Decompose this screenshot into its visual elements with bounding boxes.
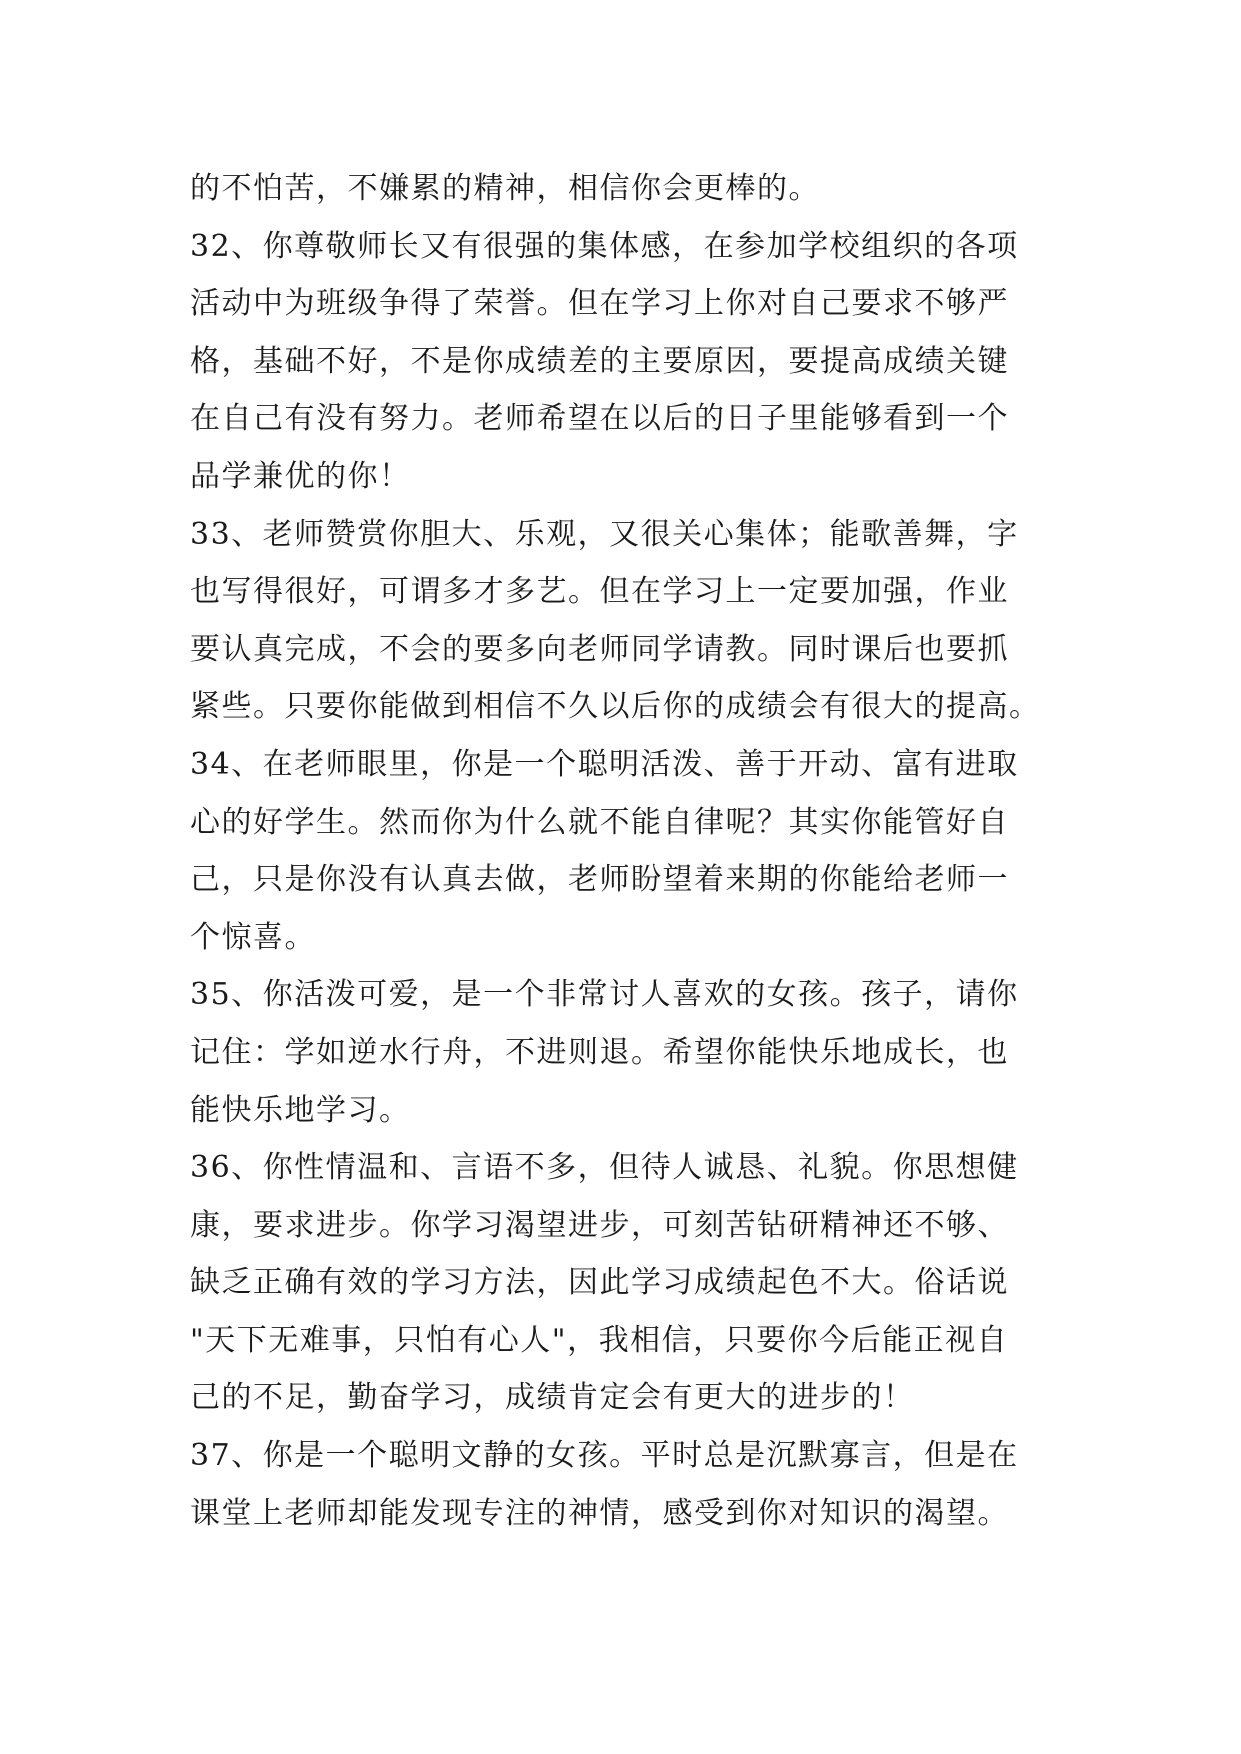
- text-line: 35、你活泼可爱，是一个非常讨人喜欢的女孩。孩子，请你: [190, 977, 1019, 1013]
- text-line: 缺乏正确有效的学习方法，因此学习成绩起色不大。俗话说: [190, 1265, 1009, 1301]
- text-line: 36、你性情温和、言语不多，但待人诚恳、礼貌。你思想健: [190, 1150, 1019, 1186]
- text-line: 品学兼优的你！: [190, 458, 411, 494]
- text-line: 在自己有没有努力。老师希望在以后的日子里能够看到一个: [190, 401, 1009, 437]
- text-line: 心的好学生。然而你为什么就不能自律呢？其实你能管好自: [190, 804, 1009, 840]
- body-text: [190, 160, 1070, 1542]
- text-line: 能快乐地学习。: [190, 1092, 411, 1128]
- text-line: "天下无难事，只怕有心人"，我相信，只要你今后能正视自: [190, 1322, 1009, 1358]
- text-line: 要认真完成，不会的要多向老师同学请教。同时课后也要抓: [190, 631, 1009, 667]
- text-line: 活动中为班级争得了荣誉。但在学习上你对自己要求不够严: [190, 286, 1009, 322]
- text-line: 32、你尊敬师长又有很强的集体感，在参加学校组织的各项: [190, 228, 1019, 264]
- text-line: 记住：学如逆水行舟，不进则退。希望你能快乐地成长，也: [190, 1034, 1009, 1070]
- text-line: 己的不足，勤奋学习，成绩肯定会有更大的进步的！: [190, 1380, 915, 1416]
- text-line: 34、在老师眼里，你是一个聪明活泼、善于开动、富有进取: [190, 746, 1019, 782]
- text-line: 格，基础不好，不是你成绩差的主要原因，要提高成绩关键: [190, 343, 1009, 379]
- text-line: 紧些。只要你能做到相信不久以后你的成绩会有很大的提高。: [190, 689, 1041, 725]
- text-line: 课堂上老师却能发现专注的神情，感受到你对知识的渴望。: [190, 1495, 1009, 1531]
- text-line: 也写得很好，可谓多才多艺。但在学习上一定要加强，作业: [190, 574, 1009, 610]
- text-line: 己，只是你没有认真去做，老师盼望着来期的你能给老师一: [190, 862, 1009, 898]
- text-line: 33、老师赞赏你胆大、乐观，又很关心集体；能歌善舞，字: [190, 516, 1019, 552]
- text-line: 康，要求进步。你学习渴望进步，可刻苦钻研精神还不够、: [190, 1207, 1009, 1243]
- text-line: 的不怕苦，不嫌累的精神，相信你会更棒的。: [190, 171, 820, 206]
- text-line: 个惊喜。: [190, 919, 316, 955]
- text-line: 37、你是一个聪明文静的女孩。平时总是沉默寡言，但是在: [190, 1438, 1019, 1474]
